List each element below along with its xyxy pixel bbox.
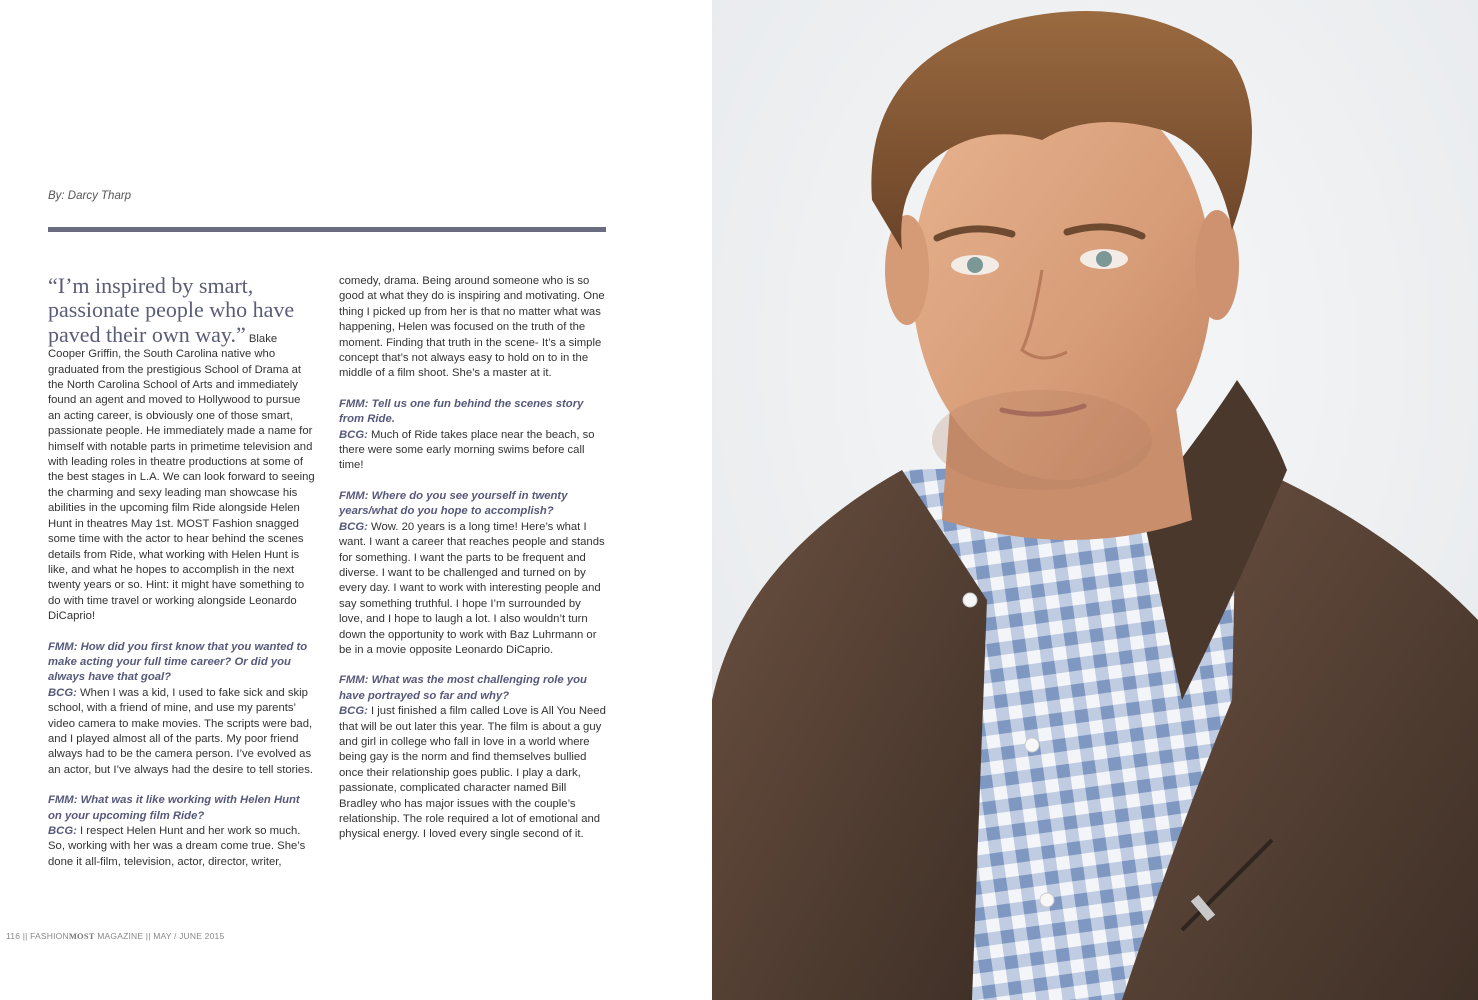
answer-label: BCG: [339,428,368,441]
shirt-button [963,593,977,607]
brand-main: MOST [68,931,95,941]
intro-text: Blake Cooper Griffin, the South Carolina native who graduated from the prestigious School of Drama at the North Carolina School of Arts and immediately found an agent and moved to Hollywood to pursue an acting career, is obviously one of those smart, passionate people. He immediately made a name for himself with notable parts in primetime television and with leading roles in theatre productions at some of the best stages in L.A. We can look forward to seeing the charming and sexy leading man showcase his abilities in the upcoming film Ride alongside Helen Hunt in theatres May 1st. MOST Fashion snagged some time with the actor to hear behind the scenes details from Ride, what working with Helen Hunt is like, and what he hopes to accomplish in the next twenty years or so. Hint: it might have something to do with time travel or working alongside Leonardo DiCaprio! [48,332,315,623]
left-iris [967,257,983,273]
header-rule [48,227,606,232]
issue-date: MAY / JUNE 2015 [153,931,225,941]
page-number: 116 [6,931,21,941]
answer-3 [339,428,607,474]
question-4: FMM: Where do you see yourself in twenty years/what do you hope to accomplish? [339,489,568,518]
answer-text: I just finished a film called Love is All You Need that will be out later this year. The film is about a guy and girl in college who fall in love in a world where being gay is the norm and find themselves bullied once their relationship goes public. I play a dark, passionate, complicated character named Bill Bradley who has major issues with the couple’s relationship. The role required a lot of emotional and physical energy. I loved every single second of it. [339,705,606,841]
portrait-photo [712,0,1478,1000]
brand-suffix: MAGAZINE [97,931,144,941]
answer-label: BCG: [339,520,368,533]
answer-text: I respect Helen Hunt and her work so much. So, working with her was a dream come true. She’s done it all-film, television, actor, director, writer, [48,825,306,868]
answer-5 [339,704,607,843]
article-page [0,0,712,1000]
brand-prefix: FASHION [30,931,69,941]
question-2: FMM: What was it like working with Helen Hunt on your upcoming film Ride? [48,794,300,822]
right-iris [1096,251,1112,267]
answer-text: Wow. 20 years is a long time! Here’s what I want. I want a career that reaches people and stands for something. I want the parts to be frequent and diverse. I want to be challenged and turned on by every day. I want to work with interesting people and say something truthful. I hope I’m surrounded by love, and I hope to laugh a lot. I also wouldn’t turn down the opportunity to work with Baz Luhrmann or be in a movie opposite Leonardo DiCaprio. [339,520,605,656]
byline: By: Darcy Tharp [48,190,132,202]
shirt-button [1025,738,1039,752]
answer-label: BCG: [48,825,77,837]
article-column-2 [339,274,607,843]
article-column-1 [48,274,316,870]
stubble [932,390,1152,490]
answer-4 [339,520,607,659]
footer-separator: || [145,931,151,941]
pull-quote: “I’m inspired by smart, passionate people who have paved their own way.” [48,273,295,347]
answer-label: BCG: [48,686,77,699]
answer-2 [48,824,316,870]
question-1: FMM: How did you first know that you wanted to make acting your full time career? Or did you always have that goal? [48,640,308,684]
portrait-illustration [712,0,1478,1000]
answer-text: When I was a kid, I used to fake sick and skip school, with a friend of mine, and use my parents’ video camera to make movies. The scripts were bad, and I played almost all of the parts. My poor friend always had to be the camera person. I’ve evolved as an actor, but I’ve always had the desire to tell stories. [48,686,313,776]
continued-paragraph: comedy, drama. Being around someone who is so good at what they do is inspiring and motivating. One thing I picked up from her is that no matter what was happening, Helen was focused on the truth of the moment. Finding that truth in the scene- It’s a simple concept that’s not always easy to hold on to in the middle of a film shoot. She’s a master at it. [339,275,605,380]
question-3: FMM: Tell us one fun behind the scenes story from Ride. [339,397,584,426]
intro-paragraph [48,274,316,625]
answer-1 [48,686,316,778]
question-5: FMM: What was the most challenging role you have portrayed so far and why? [339,674,587,702]
shirt-button [1040,893,1054,907]
answer-text: Much of Ride takes place near the beach, so there were some early morning swims before call time! [339,428,595,472]
page-footer [6,931,224,941]
footer-separator: || [22,931,28,941]
answer-label: BCG: [339,705,368,718]
